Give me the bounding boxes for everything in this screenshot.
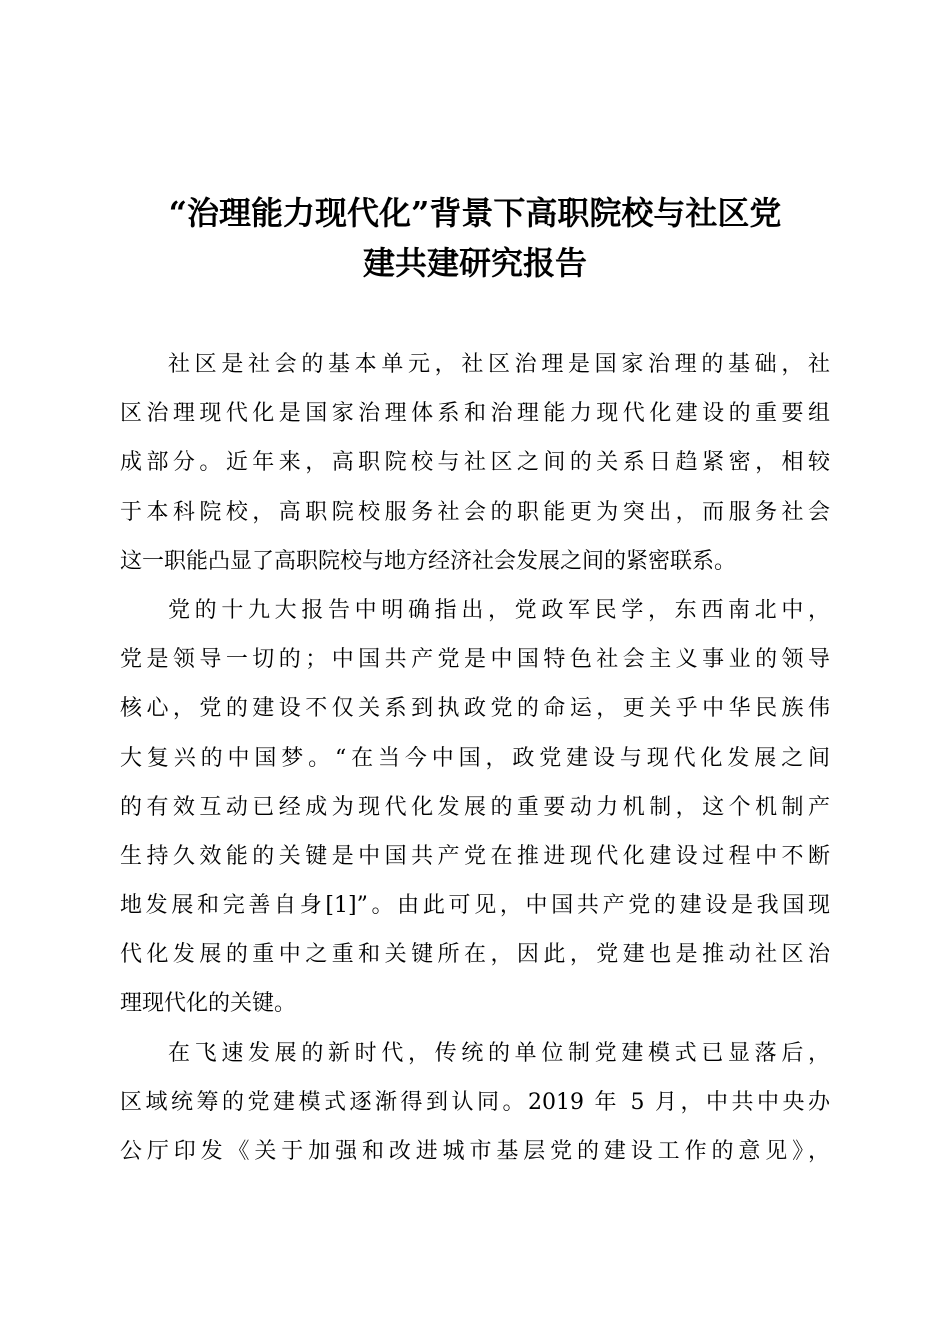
paragraph-1-line-4: 于本科院校，高职院校服务社会的职能更为突出，而服务社会 <box>120 499 830 525</box>
paragraph-2-line-5: 的有效互动已经成为现代化发展的重要动力机制，这个机制产 <box>120 794 830 820</box>
document-body <box>120 340 830 1176</box>
paragraph-1-line-1: 社区是社会的基本单元，社区治理是国家治理的基础，社 <box>168 352 830 377</box>
paragraph-2-line-6: 生持久效能的关键是中国共产党在推进现代化建设过程中不断 <box>120 843 830 869</box>
paragraph-3-line-3: 公厅印发《关于加强和改进城市基层党的建设工作的意见》， <box>120 1139 830 1164</box>
paragraph-1-line-5: 这一职能凸显了高职院校与地方经济社会发展之间的紧密联系。 <box>120 548 737 574</box>
paragraph-2-line-2: 党是领导一切的；中国共产党是中国特色社会主义事业的领导 <box>120 647 830 673</box>
title-line-2: 建共建研究报告 <box>362 244 587 282</box>
paragraph-1-line-2: 区治理现代化是国家治理体系和治理能力现代化建设的重要组 <box>120 401 830 427</box>
document-title <box>100 188 850 288</box>
paragraph-3-line-1: 在飞速发展的新时代，传统的单位制党建模式已显落后， <box>168 1040 830 1066</box>
title-line-1: “治理能力现代化”背景下高职院校与社区党 <box>168 194 782 232</box>
paragraph-2-line-1: 党的十九大报告中明确指出，党政军民学，东西南北中， <box>168 597 830 623</box>
paragraph-2-line-4: 大复兴的中国梦。“在当今中国，政党建设与现代化发展之间 <box>120 745 830 771</box>
paragraph-3-line-2: 区域统筹的党建模式逐渐得到认同。2019 年 5 月，中共中央办 <box>120 1089 830 1115</box>
paragraph-2-line-8: 代化发展的重中之重和关键所在，因此，党建也是推动社区治 <box>120 942 830 968</box>
paragraph-2-line-9: 理现代化的关键。 <box>120 991 297 1017</box>
paragraph-1-line-3: 成部分。近年来，高职院校与社区之间的关系日趋紧密，相较 <box>120 450 830 476</box>
paragraph-2-line-3: 核心，党的建设不仅关系到执政党的命运，更关乎中华民族伟 <box>120 696 830 722</box>
paragraph-2-line-7: 地发展和完善自身[1]”。由此可见，中国共产党的建设是我国现 <box>120 893 830 919</box>
